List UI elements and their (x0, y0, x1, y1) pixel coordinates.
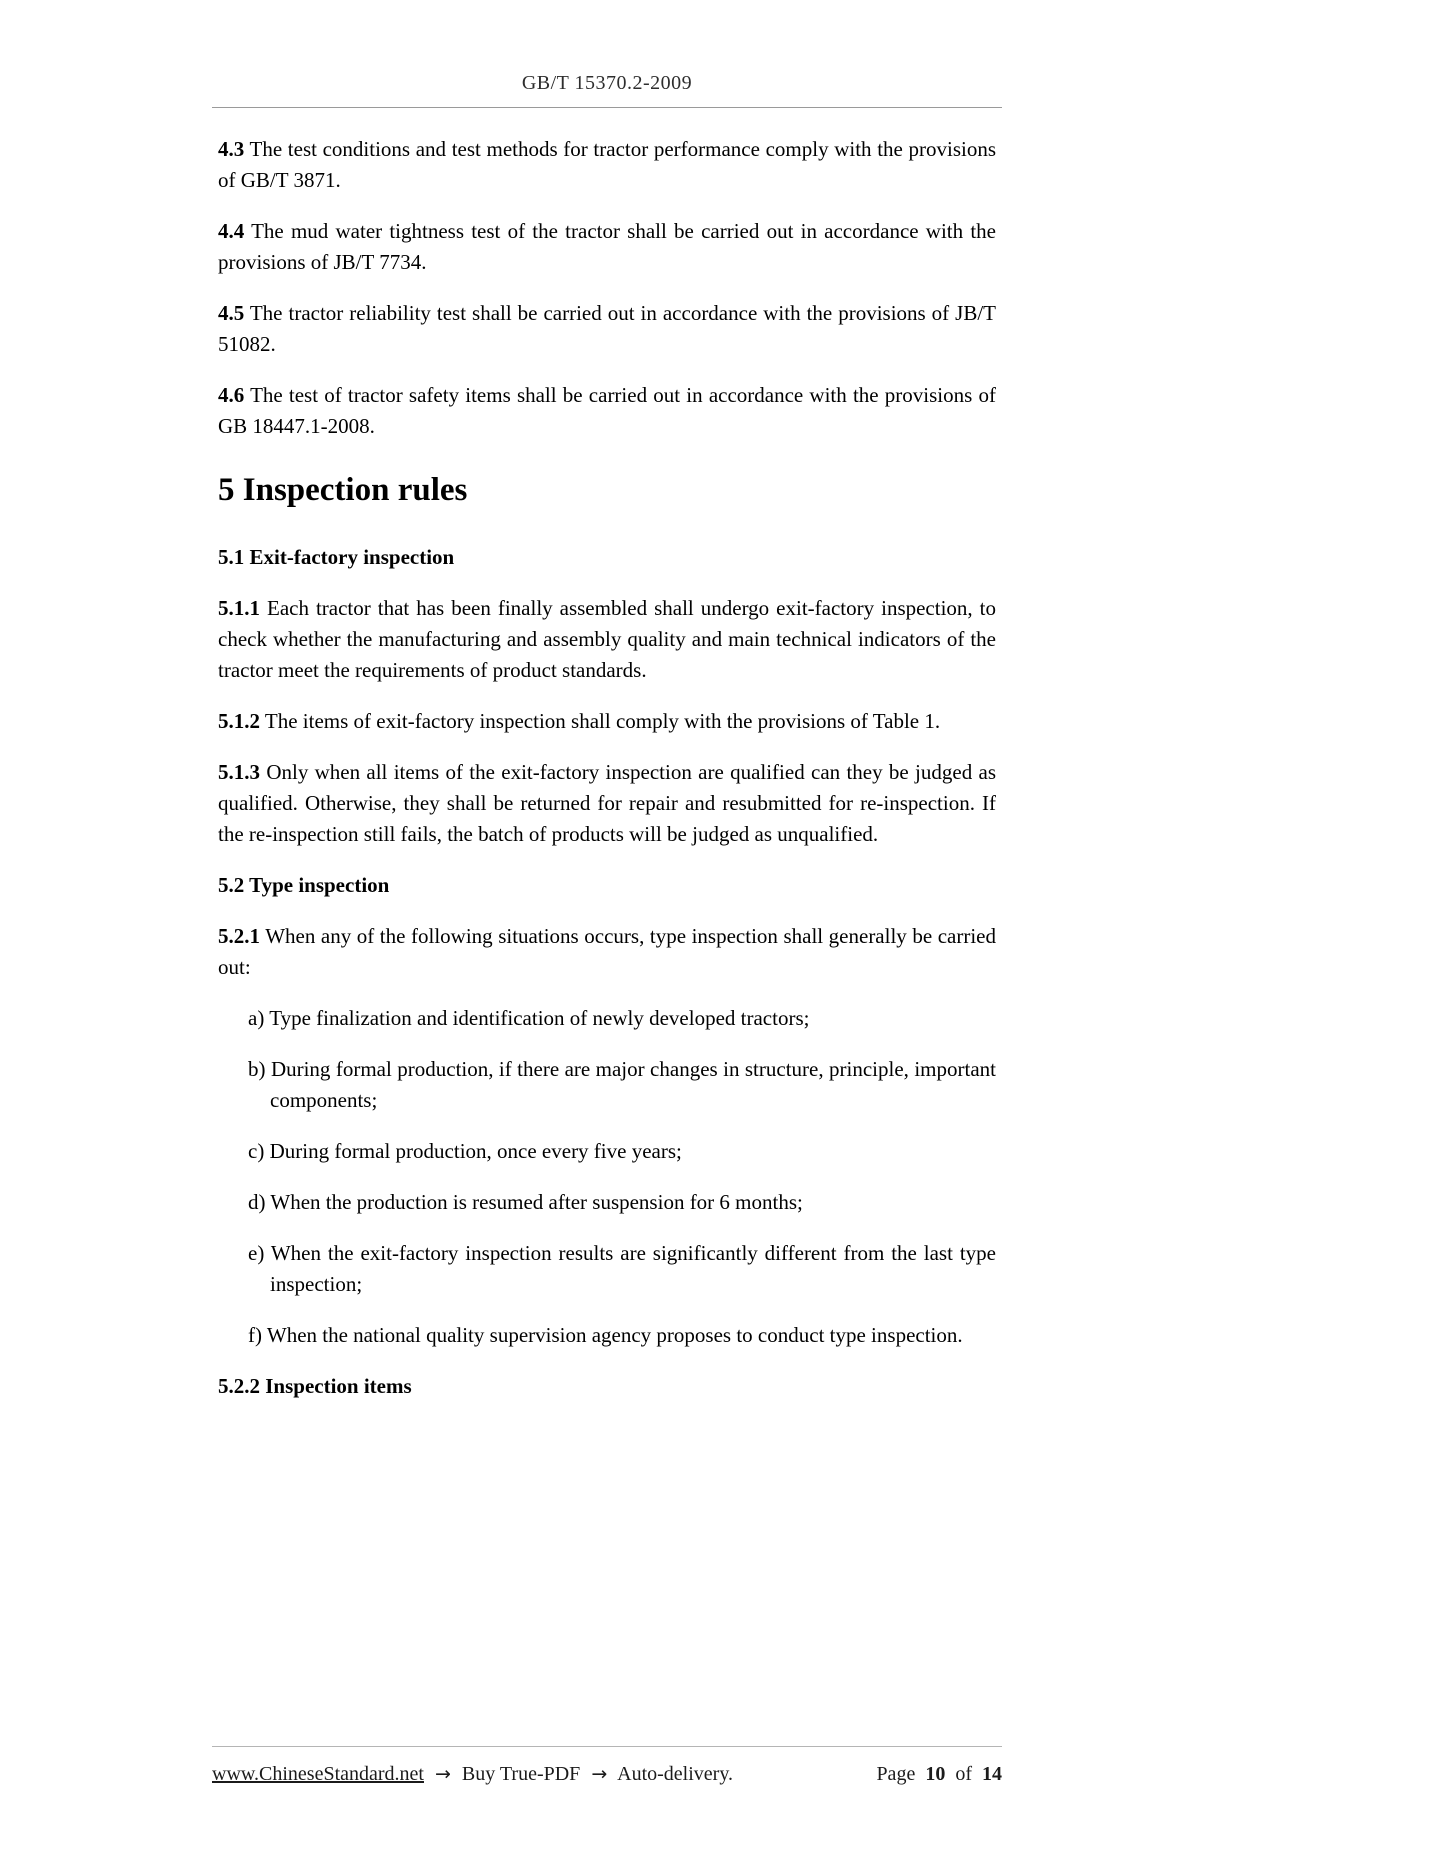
section-number: 4.3 (218, 137, 245, 161)
list-item-text: During formal production, once every five years; (269, 1139, 682, 1163)
of-label: of (955, 1763, 972, 1785)
list-marker: d) (248, 1190, 266, 1214)
list-item (218, 1003, 996, 1034)
list-item-text: Type finalization and identification of newly developed tractors; (269, 1006, 810, 1030)
paragraph-4-4 (218, 216, 996, 278)
paragraph-4-3 (218, 134, 996, 196)
paragraph-text: When any of the following situations occurs, type inspection shall generally be carried out: (218, 924, 997, 979)
paragraph-4-6 (218, 380, 996, 442)
list-item (218, 1320, 996, 1351)
list-marker: f) (248, 1323, 262, 1347)
list-item-text: When the production is resumed after suspension for 6 months; (270, 1190, 803, 1214)
buy-true-pdf-text: Buy True-PDF (461, 1763, 581, 1785)
paragraph-text: The test conditions and test methods for tractor performance comply with the provisions of GB/T 3871. (218, 137, 996, 192)
arrow-right-icon: → (591, 1763, 608, 1785)
list-marker: a) (248, 1006, 265, 1030)
list-item-text: When the national quality supervision agency proposes to conduct type inspection. (266, 1323, 963, 1347)
paragraph-5-1-2 (218, 706, 996, 737)
paragraph-5-2-1 (218, 921, 996, 983)
section-number: 5.1.1 (218, 596, 260, 620)
list-item-text: When the exit-factory inspection results are significantly different from the last type inspection; (270, 1241, 996, 1296)
page-indicator (871, 1763, 1002, 1786)
list-marker: e) (248, 1241, 265, 1265)
paragraph-text: The items of exit-factory inspection shall comply with the provisions of Table 1. (264, 709, 941, 733)
section-heading-5: 5 Inspection rules (218, 472, 468, 508)
list-item (218, 1136, 996, 1167)
paragraph-text: The mud water tightness test of the tractor shall be carried out in accordance with the provisions of JB/T 7734. (218, 219, 996, 274)
section-number: 5.2.1 (218, 924, 260, 948)
website-link[interactable]: www.ChineseStandard.net (212, 1763, 424, 1785)
section-number: 5.1.2 (218, 709, 260, 733)
list-item-text: During formal production, if there are major changes in structure, principle, important components; (270, 1057, 996, 1112)
paragraph-text: The test of tractor safety items shall be carried out in accordance with the provisions of GB 18447.1-2008. (218, 383, 996, 438)
running-header (218, 0, 996, 95)
paragraph-4-5 (218, 298, 996, 360)
list-item (218, 1054, 996, 1116)
list-marker: c) (248, 1139, 265, 1163)
arrow-right-icon: → (435, 1763, 451, 1785)
document-content (218, 108, 996, 1402)
paragraph-text: The tractor reliability test shall be carried out in accordance with the provisions of JB/T 51082. (218, 301, 997, 356)
section-number: 5.1.3 (218, 760, 260, 784)
paragraph-text: Each tractor that has been finally assembled shall undergo exit-factory inspection, to check whether the manufacturing and assembly quality and main technical indicators of the tractor meet the requirements of product standards. (218, 596, 996, 682)
page-number-total: 14 (982, 1763, 1002, 1785)
doc-number: GB/T 15370.2-2009 (521, 72, 693, 94)
list-item (218, 1238, 996, 1300)
subsection-heading-5-2: 5.2 Type inspection (218, 873, 390, 897)
page-label: Page (876, 1763, 916, 1785)
section-number: 4.4 (218, 219, 245, 243)
list-item (218, 1187, 996, 1218)
page-number-current: 10 (925, 1763, 946, 1785)
paragraph-text: Only when all items of the exit-factory inspection are qualified can they be judged as qualified. Otherwise, they shall be returned for repair and resubmitted for re-inspection. If the re-inspection still fails, the batch of products will be judged as unqualified. (218, 760, 996, 846)
page-footer (212, 1746, 1002, 1786)
section-number: 4.6 (218, 383, 245, 407)
paragraph-5-1-3 (218, 757, 996, 850)
auto-delivery-text: Auto-delivery. (617, 1763, 734, 1785)
paragraph-5-1-1 (218, 593, 996, 686)
subsection-heading-5-2-2: 5.2.2 Inspection items (218, 1374, 412, 1398)
section-number: 4.5 (218, 301, 245, 325)
footer-source-line (212, 1763, 739, 1786)
list-marker: b) (248, 1057, 266, 1081)
subsection-heading-5-1: 5.1 Exit-factory inspection (218, 545, 455, 569)
